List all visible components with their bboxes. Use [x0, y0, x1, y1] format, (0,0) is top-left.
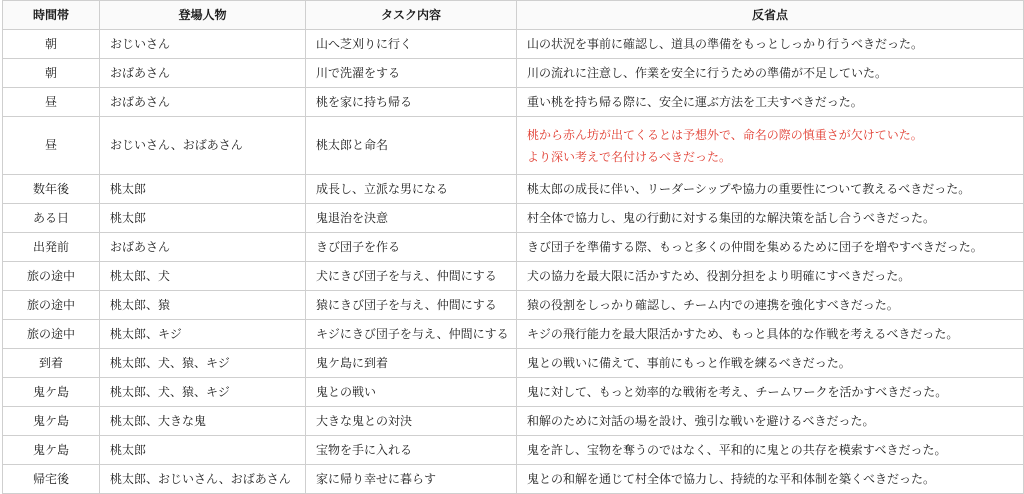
- cell-characters: 桃太郎、大きな鬼: [100, 407, 306, 436]
- cell-reflection: [517, 59, 1024, 88]
- cell-time: 鬼ケ島: [3, 378, 100, 407]
- cell-characters: 桃太郎: [100, 175, 306, 204]
- reflection-line: キジの飛行能力を最大限活かすため、もっと具体的な作戦を考えるべきだった。: [527, 327, 959, 341]
- cell-time: 昼: [3, 88, 100, 117]
- cell-reflection: [517, 262, 1024, 291]
- cell-reflection: [517, 30, 1024, 59]
- header-reflection: 反省点: [517, 1, 1024, 30]
- table-row: [3, 30, 1024, 59]
- cell-task: 大きな鬼との対決: [306, 407, 517, 436]
- cell-time: 旅の途中: [3, 291, 100, 320]
- cell-characters: 桃太郎、キジ: [100, 320, 306, 349]
- reflection-line: 桃から赤ん坊が出てくるとは予想外で、命名の際の慎重さが欠けていた。: [527, 127, 923, 142]
- reflection-line: 鬼に対して、もっと効率的な戦術を考え、チームワークを活かすべきだった。: [527, 385, 948, 399]
- cell-time: 鬼ケ島: [3, 407, 100, 436]
- table-row: [3, 407, 1024, 436]
- cell-characters: 桃太郎、犬: [100, 262, 306, 291]
- table-row: [3, 233, 1024, 262]
- cell-time: 旅の途中: [3, 320, 100, 349]
- reflection-line: 鬼を許し、宝物を奪うのではなく、平和的に鬼との共存を模索すべきだった。: [527, 443, 947, 457]
- cell-reflection: [517, 436, 1024, 465]
- header-characters: 登場人物: [100, 1, 306, 30]
- cell-task: 桃を家に持ち帰る: [306, 88, 517, 117]
- table-row: [3, 262, 1024, 291]
- cell-task: キジにきび団子を与え、仲間にする: [306, 320, 517, 349]
- table-row: [3, 291, 1024, 320]
- table-row: [3, 349, 1024, 378]
- cell-time: 帰宅後: [3, 465, 100, 494]
- cell-characters: おじいさん: [100, 30, 306, 59]
- cell-time: ある日: [3, 204, 100, 233]
- cell-characters: 桃太郎、犬、猿、キジ: [100, 378, 306, 407]
- cell-characters: 桃太郎、猿: [100, 291, 306, 320]
- reflection-line: 山の状況を事前に確認し、道具の準備をもっとしっかり行うべきだった。: [527, 37, 924, 51]
- cell-time: 数年後: [3, 175, 100, 204]
- table-row: [3, 59, 1024, 88]
- cell-time: 旅の途中: [3, 262, 100, 291]
- cell-task: 猿にきび団子を与え、仲間にする: [306, 291, 517, 320]
- cell-reflection: [517, 291, 1024, 320]
- reflection-table: [2, 0, 1024, 494]
- cell-characters: おばあさん: [100, 59, 306, 88]
- cell-characters: 桃太郎: [100, 436, 306, 465]
- header-row: [3, 1, 1024, 30]
- cell-reflection: [517, 204, 1024, 233]
- table-row: [3, 378, 1024, 407]
- cell-task: 桃太郎と命名: [306, 117, 517, 175]
- table-row: [3, 320, 1024, 349]
- reflection-line: 桃太郎の成長に伴い、リーダーシップや協力の重要性について教えるべきだった。: [527, 182, 971, 196]
- cell-time: 鬼ケ島: [3, 436, 100, 465]
- table-row: [3, 88, 1024, 117]
- cell-reflection: [517, 407, 1024, 436]
- table-row: [3, 117, 1024, 175]
- cell-reflection: [517, 88, 1024, 117]
- cell-characters: 桃太郎: [100, 204, 306, 233]
- table-row: [3, 436, 1024, 465]
- cell-characters: おじいさん、おばあさん: [100, 117, 306, 175]
- cell-time: 到着: [3, 349, 100, 378]
- table-row: [3, 465, 1024, 494]
- reflection-line: きび団子を準備する際、もっと多くの仲間を集めるために団子を増やすべきだった。: [527, 240, 983, 254]
- cell-reflection: [517, 233, 1024, 262]
- reflection-line: 犬の協力を最大限に活かすため、役割分担をより明確にすべきだった。: [527, 269, 911, 283]
- cell-reflection: [517, 465, 1024, 494]
- cell-reflection: [517, 320, 1024, 349]
- table-row: [3, 204, 1024, 233]
- cell-task: きび団子を作る: [306, 233, 517, 262]
- cell-characters: 桃太郎、おじいさん、おばあさん: [100, 465, 306, 494]
- cell-task: 成長し、立派な男になる: [306, 175, 517, 204]
- reflection-line: 和解のために対話の場を設け、強引な戦いを避けるべきだった。: [527, 414, 875, 428]
- cell-time: 朝: [3, 59, 100, 88]
- cell-characters: 桃太郎、犬、猿、キジ: [100, 349, 306, 378]
- reflection-line: 鬼との和解を通じて村全体で協力し、持続的な平和体制を築くべきだった。: [527, 472, 936, 486]
- cell-task: 鬼ケ島に到着: [306, 349, 517, 378]
- cell-task: 宝物を手に入れる: [306, 436, 517, 465]
- cell-task: 鬼退治を決意: [306, 204, 517, 233]
- cell-task: 山へ芝刈りに行く: [306, 30, 517, 59]
- cell-time: 朝: [3, 30, 100, 59]
- cell-time: 昼: [3, 117, 100, 175]
- cell-reflection: [517, 349, 1024, 378]
- cell-task: 川で洗濯をする: [306, 59, 517, 88]
- header-task: タスク内容: [306, 1, 517, 30]
- reflection-line: より深い考えで名付けるべきだった。: [527, 149, 732, 164]
- reflection-line: 鬼との戦いに備えて、事前にもっと作戦を練るべきだった。: [527, 356, 851, 370]
- cell-task: 家に帰り幸せに暮らす: [306, 465, 517, 494]
- cell-task: 鬼との戦い: [306, 378, 517, 407]
- cell-characters: おばあさん: [100, 88, 306, 117]
- cell-reflection: [517, 175, 1024, 204]
- header-time: 時間帯: [3, 1, 100, 30]
- reflection-line: 川の流れに注意し、作業を安全に行うための準備が不足していた。: [527, 66, 888, 80]
- cell-time: 出発前: [3, 233, 100, 262]
- cell-characters: おばあさん: [100, 233, 306, 262]
- cell-reflection: [517, 117, 1024, 175]
- table-row: [3, 175, 1024, 204]
- cell-reflection: [517, 378, 1024, 407]
- reflection-line: 村全体で協力し、鬼の行動に対する集団的な解決策を話し合うべきだった。: [527, 211, 936, 225]
- cell-task: 犬にきび団子を与え、仲間にする: [306, 262, 517, 291]
- reflection-line: 猿の役割をしっかり確認し、チーム内での連携を強化すべきだった。: [527, 298, 899, 312]
- reflection-line: 重い桃を持ち帰る際に、安全に運ぶ方法を工夫すべきだった。: [527, 95, 863, 109]
